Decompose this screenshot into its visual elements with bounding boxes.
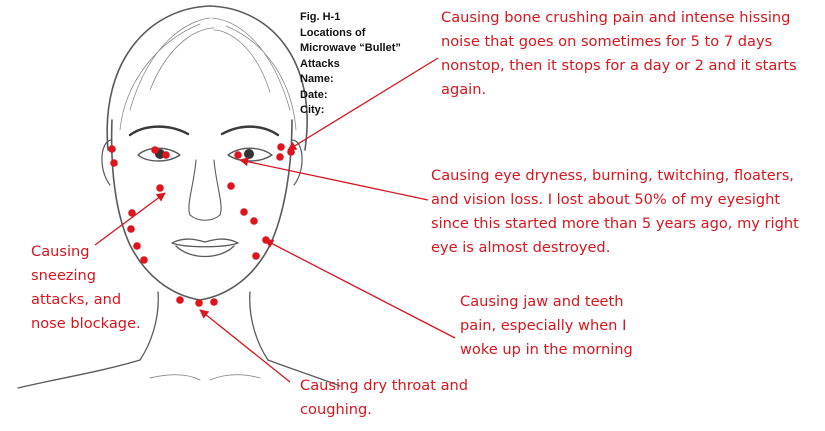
marker-dot bbox=[151, 146, 159, 154]
upper-lip bbox=[172, 239, 238, 247]
marker-dot bbox=[195, 299, 203, 307]
throat-arrow bbox=[200, 310, 290, 382]
marker-dot bbox=[287, 148, 295, 156]
marker-dot bbox=[234, 151, 242, 159]
marker-dot bbox=[227, 182, 235, 190]
left-eyebrow bbox=[130, 127, 188, 135]
marker-dot bbox=[210, 298, 218, 306]
nose-annotation: Causing sneezing attacks, and nose blockage. bbox=[31, 243, 141, 332]
caption-line: Name: bbox=[300, 73, 334, 85]
nose-arrow bbox=[95, 193, 165, 245]
jaw-arrow bbox=[265, 240, 455, 338]
jaw-annotation: Causing jaw and teeth pain, especially when I woke up in the morning bbox=[460, 293, 633, 358]
marker-dot bbox=[276, 153, 284, 161]
marker-dot bbox=[240, 208, 248, 216]
marker-dot bbox=[108, 145, 116, 153]
lower-lip bbox=[176, 246, 234, 257]
nose bbox=[189, 160, 221, 220]
eye-annotation: Causing eye dryness, burning, twitching, floaters, and vision loss. I lost about 50% of my eyesight since this started more than 5 years ago, my right eye is almost destroyed. bbox=[431, 167, 799, 256]
marker-dot bbox=[162, 151, 170, 159]
bone-pain-annotation: Causing bone crushing pain and intense hissing noise that goes on sometimes for 5 to 7 days nonstop, then it stops for a day or 2 and it starts again. bbox=[441, 9, 797, 98]
marker-dot bbox=[262, 236, 270, 244]
throat-annotation: Causing dry throat and coughing. bbox=[300, 377, 469, 418]
marker-dot bbox=[128, 209, 136, 217]
marker-dot bbox=[250, 217, 258, 225]
marker-dot bbox=[127, 225, 135, 233]
hair-strands bbox=[120, 18, 296, 130]
caption-line: Fig. H-1 bbox=[300, 11, 341, 23]
caption-line: Date: bbox=[300, 88, 328, 101]
caption-line: Attacks bbox=[300, 57, 340, 70]
caption-line: Locations of bbox=[300, 26, 366, 39]
marker-dot bbox=[252, 252, 260, 260]
marker-dot bbox=[176, 296, 184, 304]
marker-dot bbox=[277, 143, 285, 151]
shoulders bbox=[18, 360, 340, 388]
collarbones bbox=[150, 375, 260, 380]
figure-caption bbox=[300, 10, 440, 119]
marker-dot bbox=[156, 184, 164, 192]
marker-dot bbox=[110, 159, 118, 167]
eye-arrow bbox=[240, 160, 428, 200]
caption-line: City: bbox=[300, 104, 325, 116]
right-eyebrow bbox=[222, 127, 278, 135]
caption-line: Microwave “Bullet” bbox=[300, 42, 401, 54]
